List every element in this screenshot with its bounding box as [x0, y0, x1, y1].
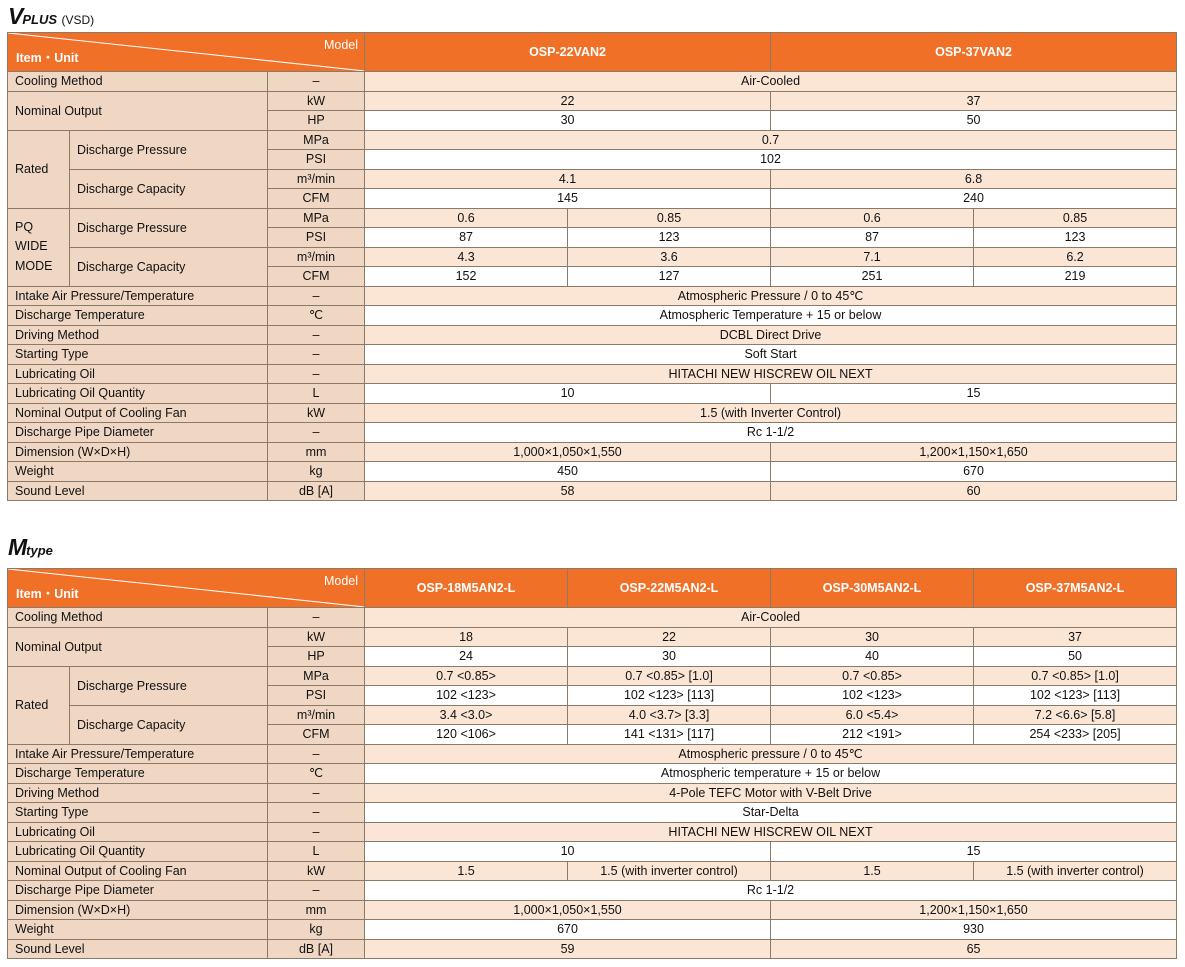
row-value: HITACHI NEW HISCREW OIL NEXT — [365, 364, 1177, 384]
row-unit: – — [268, 286, 365, 306]
row-value: 15 — [771, 842, 1177, 862]
row-value: 141 <131> [117] — [568, 725, 771, 745]
row-value: 240 — [771, 189, 1177, 209]
row-value: 30 — [771, 627, 974, 647]
row-value: 15 — [771, 384, 1177, 404]
mtype-section-title — [8, 534, 53, 561]
row-value: Atmospheric pressure / 0 to 45℃ — [365, 744, 1177, 764]
row-unit: kW — [268, 627, 365, 647]
row-value: 254 <233> [205] — [974, 725, 1177, 745]
row-value: 3.6 — [568, 247, 771, 267]
row-label: Starting Type — [8, 345, 268, 365]
row-value: 0.7 — [365, 130, 1177, 150]
row-unit: ℃ — [268, 764, 365, 784]
table-row — [8, 91, 1177, 111]
row-group-label: Rated — [8, 130, 70, 208]
row-label: Nominal Output of Cooling Fan — [8, 861, 268, 881]
table-row — [8, 481, 1177, 501]
row-value: 930 — [771, 920, 1177, 940]
row-value: 22 — [365, 91, 771, 111]
vplus-title-v: V — [8, 3, 23, 29]
row-unit: CFM — [268, 189, 365, 209]
model-header-cell: OSP-18M5AN2-L — [365, 569, 568, 608]
table-row — [8, 169, 1177, 189]
vplus-spec-table — [7, 32, 1177, 501]
row-label: Driving Method — [8, 325, 268, 345]
row-unit: CFM — [268, 725, 365, 745]
row-value: Rc 1-1/2 — [365, 423, 1177, 443]
table-row — [8, 462, 1177, 482]
row-value: 65 — [771, 939, 1177, 959]
row-label: Lubricating Oil Quantity — [8, 842, 268, 862]
row-unit: dB [A] — [268, 939, 365, 959]
mtype-title-type: type — [26, 543, 53, 558]
table-row — [8, 423, 1177, 443]
row-label: Starting Type — [8, 803, 268, 823]
row-value: 40 — [771, 647, 974, 667]
row-unit: PSI — [268, 228, 365, 248]
row-value: 7.1 — [771, 247, 974, 267]
row-value: 6.0 <5.4> — [771, 705, 974, 725]
table-row — [8, 881, 1177, 901]
row-unit: ℃ — [268, 306, 365, 326]
table-row — [8, 900, 1177, 920]
item-unit-header-label: Item・Unit — [16, 587, 79, 601]
row-value: 1.5 — [771, 861, 974, 881]
table-row — [8, 442, 1177, 462]
row-unit: L — [268, 384, 365, 404]
row-sublabel: Discharge Pressure — [70, 130, 268, 169]
row-value: Air-Cooled — [365, 608, 1177, 628]
row-value: 102 — [365, 150, 1177, 170]
row-value: DCBL Direct Drive — [365, 325, 1177, 345]
row-unit: kW — [268, 91, 365, 111]
row-label: Intake Air Pressure/Temperature — [8, 286, 268, 306]
row-value: 152 — [365, 267, 568, 287]
table-row — [8, 705, 1177, 725]
table-row — [8, 803, 1177, 823]
row-label: Nominal Output — [8, 627, 268, 666]
row-value: 102 <123> [113] — [568, 686, 771, 706]
model-header-cell: OSP-37VAN2 — [771, 33, 1177, 72]
table-row — [8, 345, 1177, 365]
row-label: Discharge Temperature — [8, 306, 268, 326]
table-row — [8, 364, 1177, 384]
row-unit: – — [268, 72, 365, 92]
row-value: 0.85 — [974, 208, 1177, 228]
row-unit: – — [268, 881, 365, 901]
row-value: 0.6 — [771, 208, 974, 228]
row-label: Nominal Output — [8, 91, 268, 130]
row-label: Nominal Output of Cooling Fan — [8, 403, 268, 423]
row-value: 10 — [365, 384, 771, 404]
row-value: 127 — [568, 267, 771, 287]
row-value: 1.5 — [365, 861, 568, 881]
row-label: Discharge Pipe Diameter — [8, 423, 268, 443]
row-label: Discharge Temperature — [8, 764, 268, 784]
mtype-spec-table — [7, 568, 1177, 959]
table-row — [8, 403, 1177, 423]
row-value: 1.5 (with inverter control) — [568, 861, 771, 881]
row-label: Lubricating Oil — [8, 822, 268, 842]
row-value: 37 — [771, 91, 1177, 111]
row-label: Discharge Pipe Diameter — [8, 881, 268, 901]
item-unit-header-label: Item・Unit — [16, 51, 79, 65]
table-row — [8, 384, 1177, 404]
row-value: 4-Pole TEFC Motor with V-Belt Drive — [365, 783, 1177, 803]
row-unit: mm — [268, 900, 365, 920]
pq-label-line: MODE — [15, 258, 53, 273]
row-value: 212 <191> — [771, 725, 974, 745]
row-unit: kW — [268, 861, 365, 881]
table-row — [8, 325, 1177, 345]
row-unit: – — [268, 364, 365, 384]
row-unit: kg — [268, 462, 365, 482]
row-unit: L — [268, 842, 365, 862]
row-sublabel: Discharge Capacity — [70, 705, 268, 744]
vplus-header-row — [8, 33, 1177, 72]
row-value: 450 — [365, 462, 771, 482]
row-value: 58 — [365, 481, 771, 501]
row-value: 30 — [568, 647, 771, 667]
row-value: Soft Start — [365, 345, 1177, 365]
model-header-label: Model — [323, 38, 359, 52]
row-value: 7.2 <6.6> [5.8] — [974, 705, 1177, 725]
row-unit: PSI — [268, 686, 365, 706]
row-value: Rc 1-1/2 — [365, 881, 1177, 901]
pq-label-line: WIDE — [15, 239, 48, 254]
row-value: 145 — [365, 189, 771, 209]
table-row — [8, 627, 1177, 647]
row-value: 18 — [365, 627, 568, 647]
row-unit: – — [268, 608, 365, 628]
row-sublabel: Discharge Capacity — [70, 169, 268, 208]
row-unit: – — [268, 803, 365, 823]
row-group-label: Rated — [8, 666, 70, 744]
model-header-cell: OSP-37M5AN2-L — [974, 569, 1177, 608]
model-header-cell: OSP-22VAN2 — [365, 33, 771, 72]
vplus-title-vsd: (VSD) — [61, 13, 95, 27]
row-value: Air-Cooled — [365, 72, 1177, 92]
row-value: 4.0 <3.7> [3.3] — [568, 705, 771, 725]
row-label: Cooling Method — [8, 608, 268, 628]
table-row — [8, 861, 1177, 881]
row-value: 219 — [974, 267, 1177, 287]
row-sublabel: Discharge Capacity — [70, 247, 268, 286]
mtype-header-corner — [8, 569, 365, 608]
row-value: Atmospheric Pressure / 0 to 45℃ — [365, 286, 1177, 306]
row-value: 0.7 <0.85> — [365, 666, 568, 686]
row-label: Dimension (W×D×H) — [8, 900, 268, 920]
row-unit: m³/min — [268, 247, 365, 267]
row-unit: dB [A] — [268, 481, 365, 501]
table-row — [8, 744, 1177, 764]
row-value: 102 <123> — [771, 686, 974, 706]
row-label: Cooling Method — [8, 72, 268, 92]
model-header-cell: OSP-30M5AN2-L — [771, 569, 974, 608]
row-value: 1.5 (with Inverter Control) — [365, 403, 1177, 423]
row-label: Weight — [8, 462, 268, 482]
mtype-header-row — [8, 569, 1177, 608]
table-row — [8, 842, 1177, 862]
row-sublabel: Discharge Pressure — [70, 666, 268, 705]
row-unit: MPa — [268, 666, 365, 686]
vplus-header-corner — [8, 33, 365, 72]
row-unit: MPa — [268, 130, 365, 150]
row-value: 30 — [365, 111, 771, 131]
row-unit: CFM — [268, 267, 365, 287]
row-value: 1,000×1,050×1,550 — [365, 900, 771, 920]
row-unit: – — [268, 423, 365, 443]
row-value: 24 — [365, 647, 568, 667]
row-unit: HP — [268, 647, 365, 667]
row-label: Driving Method — [8, 783, 268, 803]
row-value: 0.7 <0.85> [1.0] — [974, 666, 1177, 686]
table-row — [8, 783, 1177, 803]
row-unit: – — [268, 822, 365, 842]
row-unit: kg — [268, 920, 365, 940]
row-label: Sound Level — [8, 939, 268, 959]
row-value: 102 <123> — [365, 686, 568, 706]
row-value: 0.7 <0.85> [1.0] — [568, 666, 771, 686]
row-value: 6.8 — [771, 169, 1177, 189]
row-value: 670 — [365, 920, 771, 940]
table-row — [8, 822, 1177, 842]
row-sublabel: Discharge Pressure — [70, 208, 268, 247]
row-unit: mm — [268, 442, 365, 462]
row-unit: kW — [268, 403, 365, 423]
row-value: 0.7 <0.85> — [771, 666, 974, 686]
table-row — [8, 306, 1177, 326]
row-value: 670 — [771, 462, 1177, 482]
row-value: 10 — [365, 842, 771, 862]
row-value: 123 — [568, 228, 771, 248]
row-label: Lubricating Oil Quantity — [8, 384, 268, 404]
row-label: Dimension (W×D×H) — [8, 442, 268, 462]
row-value: 0.6 — [365, 208, 568, 228]
row-value: 37 — [974, 627, 1177, 647]
mtype-title-m: M — [8, 534, 27, 560]
row-value: 60 — [771, 481, 1177, 501]
table-row — [8, 130, 1177, 150]
vplus-title-plus: PLUS — [22, 12, 58, 27]
row-label: Intake Air Pressure/Temperature — [8, 744, 268, 764]
row-value: HITACHI NEW HISCREW OIL NEXT — [365, 822, 1177, 842]
row-value: 3.4 <3.0> — [365, 705, 568, 725]
row-unit: PSI — [268, 150, 365, 170]
row-label: Lubricating Oil — [8, 364, 268, 384]
row-label: Sound Level — [8, 481, 268, 501]
table-row — [8, 72, 1177, 92]
row-value: 22 — [568, 627, 771, 647]
row-unit: MPa — [268, 208, 365, 228]
row-unit: – — [268, 345, 365, 365]
row-unit: m³/min — [268, 169, 365, 189]
row-value: 50 — [974, 647, 1177, 667]
row-label: Weight — [8, 920, 268, 940]
table-row — [8, 247, 1177, 267]
row-value: 4.3 — [365, 247, 568, 267]
row-value: Star-Delta — [365, 803, 1177, 823]
table-row — [8, 666, 1177, 686]
row-unit: – — [268, 325, 365, 345]
row-value: 102 <123> [113] — [974, 686, 1177, 706]
table-row — [8, 286, 1177, 306]
row-unit: HP — [268, 111, 365, 131]
row-value: 251 — [771, 267, 974, 287]
row-value: 6.2 — [974, 247, 1177, 267]
pq-label-line: PQ — [15, 219, 34, 234]
row-value: 1,200×1,150×1,650 — [771, 900, 1177, 920]
table-row — [8, 920, 1177, 940]
row-value: 123 — [974, 228, 1177, 248]
row-value: 50 — [771, 111, 1177, 131]
row-value: 120 <106> — [365, 725, 568, 745]
row-unit: – — [268, 744, 365, 764]
row-value: 1.5 (with inverter control) — [974, 861, 1177, 881]
row-value: 1,200×1,150×1,650 — [771, 442, 1177, 462]
row-value: 4.1 — [365, 169, 771, 189]
row-value: 87 — [365, 228, 568, 248]
row-value: Atmospheric temperature + 15 or below — [365, 764, 1177, 784]
table-row — [8, 939, 1177, 959]
table-row — [8, 208, 1177, 228]
row-value: 59 — [365, 939, 771, 959]
model-header-label: Model — [323, 574, 359, 588]
table-row — [8, 764, 1177, 784]
table-row — [8, 608, 1177, 628]
vplus-section-title — [8, 3, 94, 30]
model-header-cell: OSP-22M5AN2-L — [568, 569, 771, 608]
row-value: Atmospheric Temperature + 15 or below — [365, 306, 1177, 326]
row-value: 1,000×1,050×1,550 — [365, 442, 771, 462]
row-unit: – — [268, 783, 365, 803]
row-value: 0.85 — [568, 208, 771, 228]
row-unit: m³/min — [268, 705, 365, 725]
row-value: 87 — [771, 228, 974, 248]
row-group-label — [8, 208, 70, 286]
